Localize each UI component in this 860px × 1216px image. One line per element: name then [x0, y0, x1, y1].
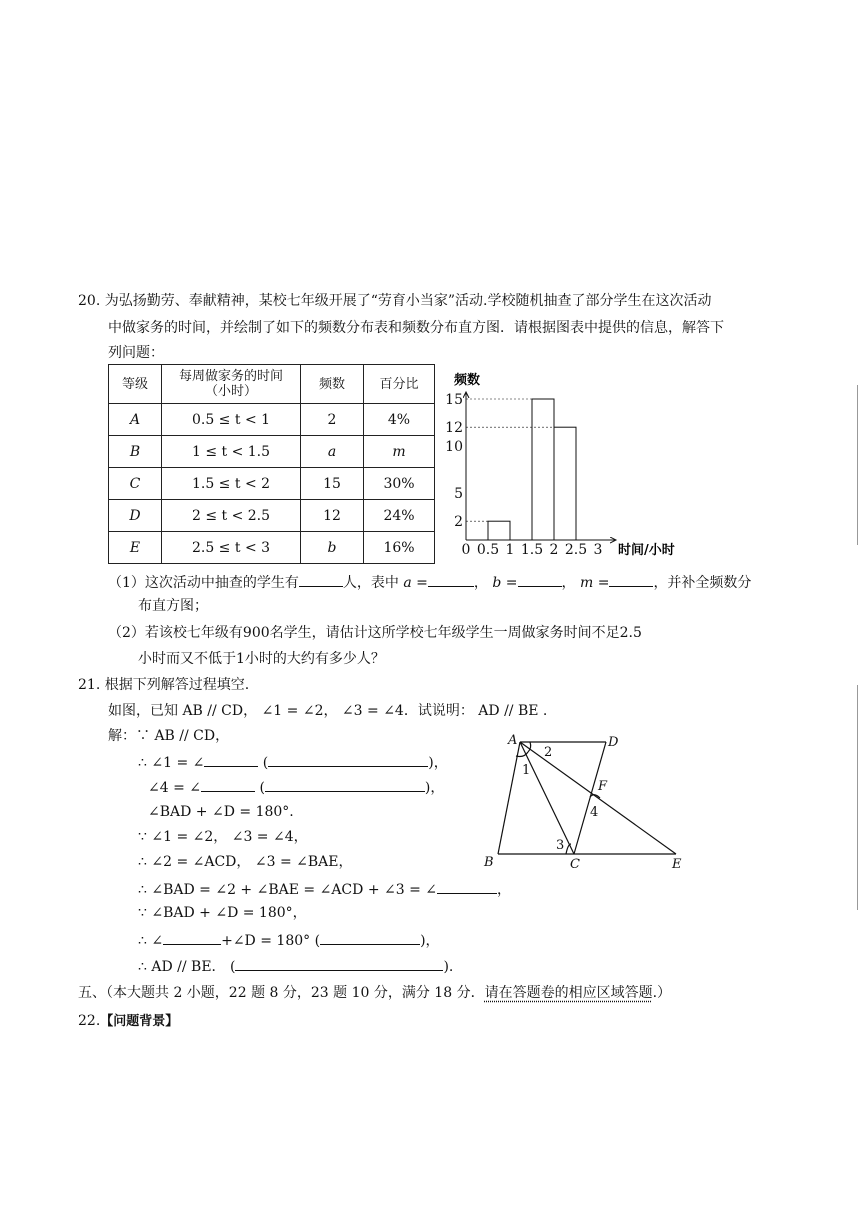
q22-heading	[78, 1012, 178, 1031]
segment-ab	[498, 742, 520, 854]
sub1-text-a: （1）这次活动中抽查的学生有	[108, 575, 299, 591]
cell-grade: E	[129, 539, 141, 556]
point-a-label: A	[508, 733, 518, 748]
cell-grade: D	[129, 507, 141, 524]
table-row	[109, 500, 435, 532]
angle-2-arc	[528, 742, 531, 752]
point-b-label: B	[484, 855, 494, 870]
q21-step3: ∠BAD + ∠D = 180°.	[148, 804, 294, 820]
cell-freq: a	[327, 443, 337, 460]
cell-freq: 12	[301, 500, 364, 532]
x-tick-label: 2	[549, 542, 559, 558]
header-time-line2: （小时）	[204, 384, 257, 399]
cell-time: 2 ≤ t < 2.5	[162, 500, 301, 532]
cell-grade: B	[129, 443, 141, 460]
header-pct: 百分比	[364, 365, 435, 404]
cell-freq: b	[327, 539, 337, 556]
q21-solve: 解：∵ AB // CD，	[108, 728, 230, 744]
table-row	[109, 436, 435, 468]
section5-dotted: 请在答题卷的相应区域答题	[484, 985, 653, 1001]
x-tick-label: 1	[505, 542, 515, 558]
q21-step6: ∴ ∠BAD = ∠2 + ∠BAE = ∠ACD + ∠3 = ∠ ，	[138, 879, 511, 899]
sub1-m-label: m =	[579, 575, 610, 591]
step6-text: ∴ ∠BAD = ∠2 + ∠BAE = ∠ACD + ∠3 = ∠	[138, 882, 437, 898]
cell-grade: C	[129, 475, 141, 492]
margin-rule-bottom	[857, 685, 858, 910]
point-e-label: E	[672, 857, 682, 872]
cell-time: 2.5 ≤ t < 3	[162, 532, 301, 564]
sub1-text-b: 人，表中	[342, 575, 399, 591]
section5-suffix: .）	[652, 985, 672, 1001]
step8-text-a: ∴ ∠	[138, 933, 164, 949]
angle-4-label: 4	[590, 805, 599, 820]
table-row	[109, 468, 435, 500]
histogram-bar	[488, 521, 510, 540]
q20-sub2-line1: （2）若该校七年级有900名学生，请估计这所学校七年级学生一周做家务时间不足2.5	[108, 625, 642, 641]
cell-pct: 30%	[364, 468, 435, 500]
header-time	[162, 365, 301, 404]
histogram-bar	[554, 427, 576, 540]
blank-m[interactable]	[609, 572, 653, 587]
header-freq: 频数	[301, 365, 364, 404]
table-row	[109, 404, 435, 436]
q20-sub1-line2: 布直方图；	[138, 598, 208, 614]
table-header-row	[109, 365, 435, 404]
x-tick-label: 2.5	[564, 542, 588, 558]
q22-title: 【问题背景】	[100, 1014, 179, 1029]
q21-step7: ∵ ∠BAD + ∠D = 180°，	[138, 905, 307, 921]
q20-line2: 中做家务的时间，并绘制了如下的频数分布表和频数分布直方图．请根据图表中提供的信息，解答下	[108, 320, 724, 336]
y-tick-label: 12	[445, 420, 463, 437]
blank-step2-angle[interactable]	[201, 777, 255, 792]
q20-line3: 列问题：	[108, 345, 164, 361]
q21-given: 如图，已知 AB // CD， ∠1 = ∠2， ∠3 = ∠4．试说明： AD // BE .	[108, 703, 548, 719]
blank-step8-angle[interactable]	[163, 930, 221, 945]
histogram-bar	[532, 399, 554, 540]
q21-step4: ∵ ∠1 = ∠2， ∠3 = ∠4，	[138, 829, 308, 845]
angle-1-label: 1	[522, 763, 531, 778]
q20-sub2-line2: 小时而又不低于1小时的大约有多少人？	[138, 651, 385, 667]
blank-step1-reason[interactable]	[268, 752, 428, 767]
cell-time: 1 ≤ t < 1.5	[162, 436, 301, 468]
x-tick-label: 0.5	[476, 542, 500, 558]
y-tick-label: 5	[454, 486, 463, 502]
step1-text: ∴ ∠1 = ∠	[138, 755, 205, 771]
cell-freq: 15	[301, 468, 364, 500]
geometry-figure	[478, 728, 688, 874]
x-axis-label: 时间/小时	[618, 543, 675, 558]
y-tick-label: 15	[445, 392, 463, 408]
blank-b[interactable]	[518, 572, 562, 587]
cell-time: 0.5 ≤ t < 1	[162, 404, 301, 436]
q21-step1: ∴ ∠1 = ∠ ( )，	[138, 752, 448, 772]
blank-total[interactable]	[299, 572, 343, 587]
sub1-text-end: ，并补全频数分	[653, 575, 752, 591]
step9-text: ∴ AD // BE．	[138, 959, 226, 975]
cell-pct: m	[392, 443, 406, 460]
margin-rule-top	[857, 385, 858, 545]
cell-pct: 24%	[364, 500, 435, 532]
point-f-label: F	[598, 779, 608, 794]
cell-pct: 4%	[364, 404, 435, 436]
angle-2-label: 2	[544, 745, 553, 760]
x-tick-label: 1.5	[520, 542, 544, 558]
q21-step2: ∠4 = ∠ ( )，	[148, 777, 444, 797]
q20-line1: 20. 为弘扬勤劳、奉献精神，某校七年级开展了“劳育小当家”活动.学校随机抽查了部分学生在这次活动	[78, 293, 712, 309]
frequency-table	[108, 364, 435, 564]
point-d-label: D	[608, 735, 619, 750]
histogram-chart	[440, 364, 690, 564]
q21-title: 21. 根据下列解答过程填空.	[78, 677, 250, 693]
header-grade: 等级	[109, 365, 162, 404]
blank-step9-reason[interactable]	[235, 956, 443, 971]
q21-step9: ∴ AD // BE． ( ).	[138, 956, 453, 976]
y-tick-label: 10	[445, 439, 463, 455]
cell-grade: A	[129, 411, 141, 428]
cell-pct: 16%	[364, 532, 435, 564]
q22-label: 22.	[78, 1013, 101, 1029]
q21-step5: ∴ ∠2 = ∠ACD， ∠3 = ∠BAE，	[138, 854, 353, 870]
x-tick-label: 3	[593, 542, 603, 558]
q20-sub1-line1: （1）这次活动中抽查的学生有 人，表中 a = ， b = ， m = ，并补全频数分	[108, 572, 751, 592]
y-axis-label: 频数	[454, 373, 481, 388]
step2-text: ∠4 = ∠	[148, 780, 201, 796]
blank-step1-angle[interactable]	[204, 752, 258, 767]
angle-3-label: 3	[556, 838, 565, 853]
blank-step8-reason[interactable]	[320, 930, 420, 945]
segment-dc	[574, 742, 606, 854]
blank-a[interactable]	[428, 572, 474, 587]
cell-freq: 2	[301, 404, 364, 436]
step8-text-b: +∠D = 180°	[221, 933, 311, 949]
q21-step8: ∴ ∠ +∠D = 180° ( )，	[138, 930, 440, 950]
sub1-b-label: b =	[492, 575, 518, 591]
section5-heading	[78, 984, 671, 1002]
sub1-a-label: a =	[403, 575, 428, 591]
blank-step2-reason[interactable]	[265, 777, 425, 792]
y-tick-label: 2	[454, 514, 463, 531]
section5-prefix: 五、（本大题共 2 小题，22 题 8 分，23 题 10 分，满分 18 分．	[78, 985, 485, 1001]
point-c-label: C	[570, 857, 580, 872]
cell-time: 1.5 ≤ t < 2	[162, 468, 301, 500]
header-time-line1: 每周做家务的时间	[178, 369, 283, 384]
x-tick-label: 0	[461, 542, 471, 558]
blank-step6-angle[interactable]	[437, 879, 497, 894]
table-row	[109, 532, 435, 564]
